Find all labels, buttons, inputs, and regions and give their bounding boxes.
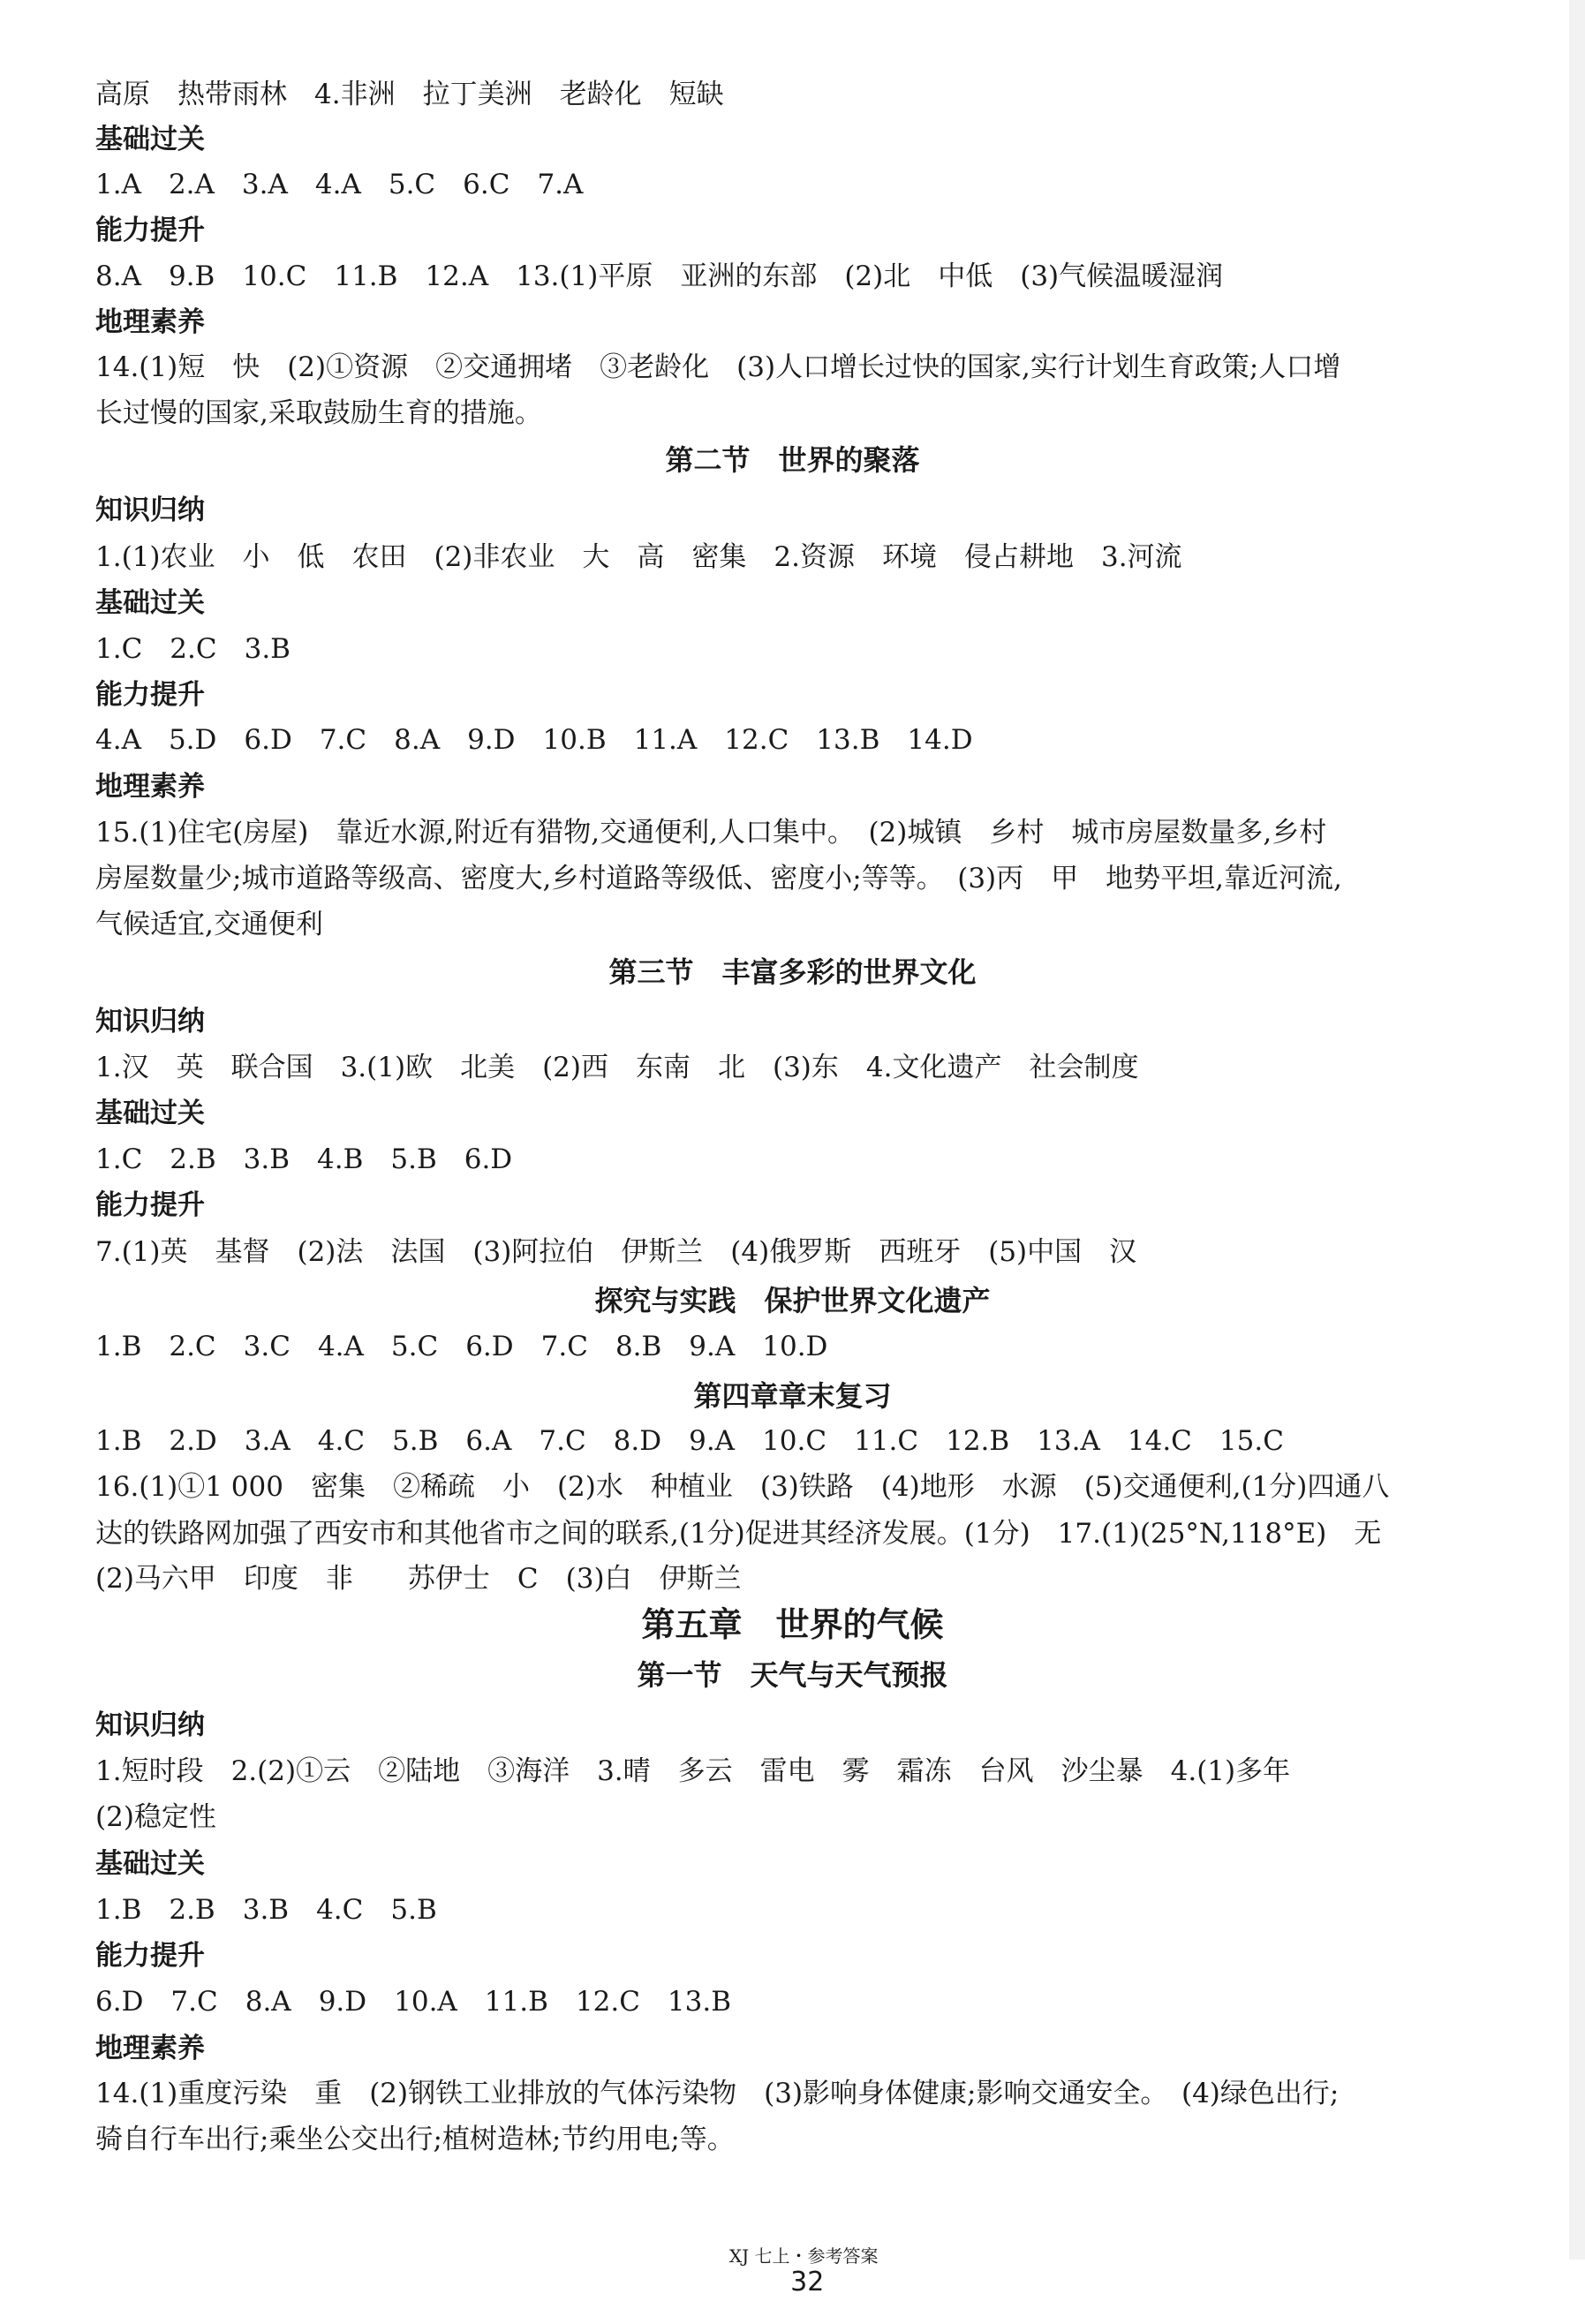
subsection-heading: 知识归纳	[95, 1006, 205, 1038]
answer-line: 1.A 2.A 3.A 4.A 5.C 6.C 7.A	[95, 169, 584, 200]
section-title: 探究与实践 保护世界文化遗产	[594, 1284, 991, 1317]
answer-line: (2)稳定性	[95, 1801, 216, 1833]
answer-line: 长过慢的国家,采取鼓励生育的措施。	[95, 397, 542, 429]
page-edge-shadow	[1569, 0, 1585, 2260]
answer-line: 8.A 9.B 10.C 11.B 12.A 13.(1)平原 亚洲的东部 (2)北 中低 (3)气候温暖湿润	[95, 260, 1224, 292]
answer-line: (2)马六甲 印度 非 苏伊士 C (3)白 伊斯兰	[95, 1563, 742, 1595]
answer-line: 1.B 2.C 3.C 4.A 5.C 6.D 7.C 8.B 9.A 10.D	[95, 1331, 828, 1362]
chapter-title: 第五章 世界的气候	[641, 1604, 944, 1644]
subsection-heading: 知识归纳	[95, 1709, 205, 1741]
answer-line: 房屋数量少;城市道路等级高、密度大,乡村道路等级低、密度小;等等。 (3)丙 甲 地势平坦,靠近河流,	[95, 863, 1342, 894]
answer-line: 高原 热带雨林 4.非洲 拉丁美洲 老龄化 短缺	[95, 79, 724, 110]
subsection-heading: 地理素养	[95, 306, 205, 338]
answer-line: 1.C 2.C 3.B	[95, 633, 291, 665]
answer-line: 6.D 7.C 8.A 9.D 10.A 11.B 12.C 13.B	[95, 1986, 731, 2018]
answer-line: 骑自行车出行;乘坐公交出行;植树造林;节约用电;等。	[95, 2124, 735, 2155]
section-title: 第一节 天气与天气预报	[637, 1658, 948, 1692]
page-number: 32	[790, 2267, 825, 2298]
answer-line: 14.(1)短 快 (2)①资源 ②交通拥堵 ③老龄化 (3)人口增长过快的国家,实行计划生育政策;人口增	[95, 351, 1341, 383]
subsection-heading: 能力提升	[95, 215, 205, 246]
answer-line: 1.B 2.B 3.B 4.C 5.B	[95, 1894, 437, 1926]
subsection-heading: 基础过关	[95, 1848, 205, 1880]
answer-line: 气候适宜,交通便利	[95, 909, 323, 940]
subsection-heading: 基础过关	[95, 124, 205, 155]
answer-line: 1.汉 英 联合国 3.(1)欧 北美 (2)西 东南 北 (3)东 4.文化遗产 社会制度	[95, 1052, 1139, 1083]
answer-line: 1.(1)农业 小 低 农田 (2)非农业 大 高 密集 2.资源 环境 侵占耕地 3.河流	[95, 541, 1182, 573]
subsection-heading: 地理素养	[95, 771, 205, 803]
subsection-heading: 能力提升	[95, 1189, 205, 1221]
answer-line: 1.短时段 2.(2)①云 ②陆地 ③海洋 3.晴 多云 雷电 雾 霜冻 台风 沙尘暴 4.(1)多年	[95, 1755, 1291, 1787]
footer-label: XJ 七上・参考答案	[728, 2245, 879, 2267]
answer-line: 7.(1)英 基督 (2)法 法国 (3)阿拉伯 伊斯兰 (4)俄罗斯 西班牙 (5)中国 汉	[95, 1236, 1137, 1268]
page-footer	[0, 2216, 1585, 2324]
section-title: 第四章章末复习	[693, 1379, 892, 1413]
subsection-heading: 基础过关	[95, 587, 205, 619]
subsection-heading: 基础过关	[95, 1098, 205, 1129]
answer-line: 达的铁路网加强了西安市和其他省市之间的联系,(1分)促进其经济发展。(1分) 17.(1)(25°N,118°E) 无	[95, 1518, 1382, 1550]
section-title: 第二节 世界的聚落	[665, 443, 920, 477]
answer-line: 16.(1)①1 000 密集 ②稀疏 小 (2)水 种植业 (3)铁路 (4)地形 水源 (5)交通便利,(1分)四通八	[95, 1471, 1390, 1503]
subsection-heading: 知识归纳	[95, 494, 205, 526]
subsection-heading: 能力提升	[95, 679, 205, 711]
subsection-heading: 地理素养	[95, 2033, 205, 2064]
answer-line: 4.A 5.D 6.D 7.C 8.A 9.D 10.B 11.A 12.C 13.B 14.D	[95, 724, 973, 756]
answer-line: 1.C 2.B 3.B 4.B 5.B 6.D	[95, 1143, 513, 1175]
answer-line: 14.(1)重度污染 重 (2)钢铁工业排放的气体污染物 (3)影响身体健康;影响交通安全。 (4)绿色出行;	[95, 2078, 1340, 2109]
section-title: 第三节 丰富多彩的世界文化	[608, 955, 977, 989]
answer-line: 1.B 2.D 3.A 4.C 5.B 6.A 7.C 8.D 9.A 10.C 11.C 12.B 13.A 14.C 15.C	[95, 1425, 1284, 1457]
subsection-heading: 能力提升	[95, 1940, 205, 1972]
answer-line: 15.(1)住宅(房屋) 靠近水源,附近有猎物,交通便利,人口集中。 (2)城镇 乡村 城市房屋数量多,乡村	[95, 817, 1327, 849]
